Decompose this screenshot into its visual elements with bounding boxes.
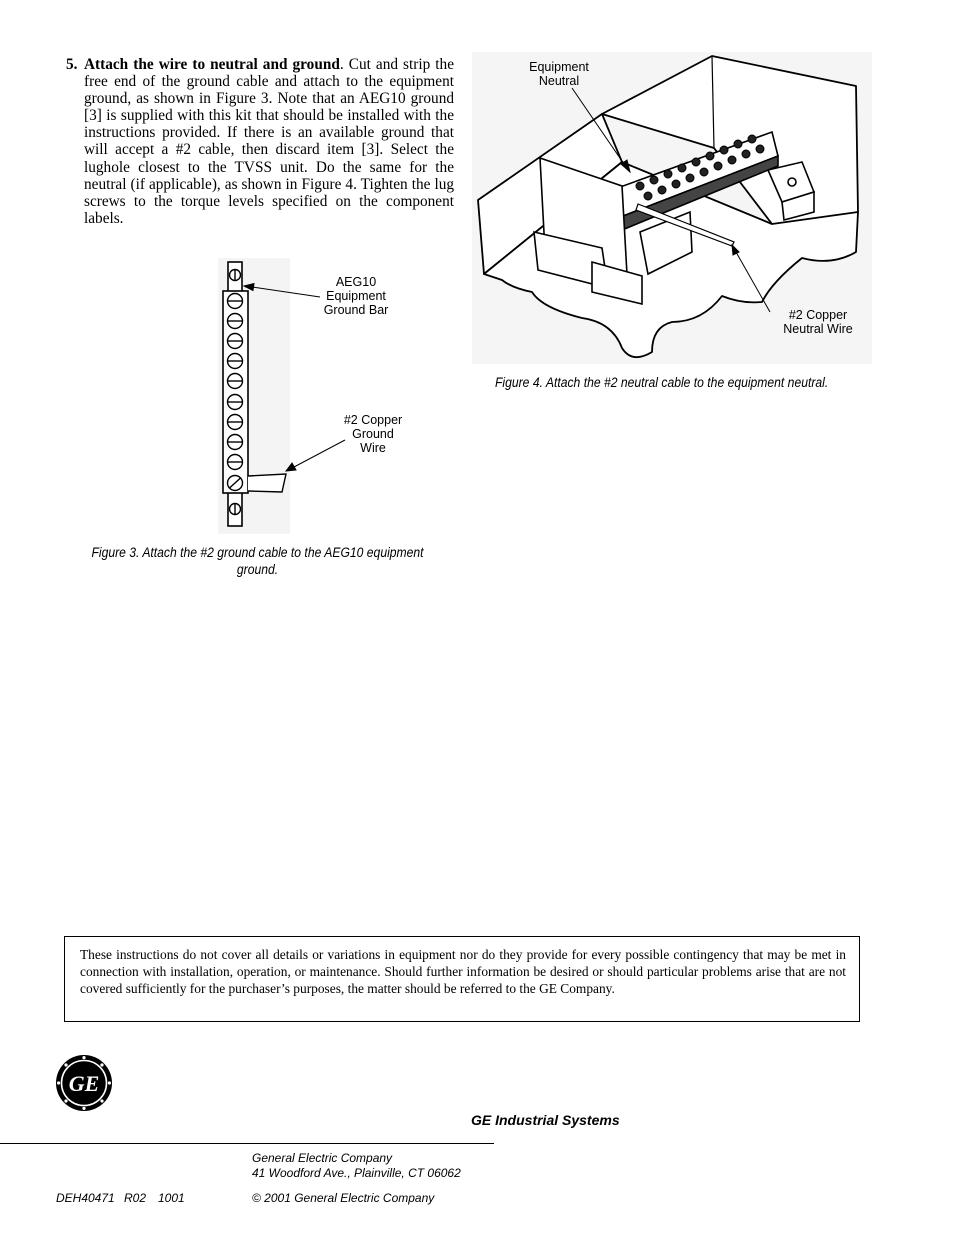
company-address: 41 Woodford Ave., Plainville, CT 06062 [252, 1166, 461, 1180]
copyright: © 2001 General Electric Company [252, 1191, 435, 1205]
footer-divider [0, 1143, 494, 1144]
label-line: #2 Copper [788, 308, 848, 322]
disclaimer-box [64, 936, 860, 1022]
doc-revision: R02 [124, 1191, 147, 1205]
brand-name: GE Industrial Systems [471, 1112, 620, 1128]
label-line: Equipment [326, 289, 386, 303]
figure4-label-wire [772, 308, 864, 336]
instruction-step-5 [66, 56, 454, 227]
figure3-caption [82, 544, 433, 578]
caption-line: ground. [236, 562, 279, 577]
label-line: Ground [352, 427, 394, 441]
step-number: 5. [66, 56, 78, 73]
label-line: Equipment [529, 60, 589, 74]
doc-id: DEH40471 [56, 1191, 115, 1205]
figure3-label-wire [328, 413, 418, 455]
caption-line: Figure 3. Attach the #2 ground cable to the AEG10 equipment [91, 545, 424, 560]
step-text: . Cut and strip the free end of the ground cable and attach to the equipment ground, as shown in Figure 3. Note that an AEG10 ground [3] is supplied with this kit that should be installed with the instructions provided. If there is an available ground that will accept a #2 cable, then discard item [3]. Select the lughole closest to the TVSS unit. Do the same for the neutral (if applicable), as shown in Figure 4. Tighten the lug screws to the torque levels specified on the component labels. [84, 56, 454, 227]
label-line: Wire [360, 441, 386, 455]
figure4-label-neutral [514, 60, 604, 88]
label-line: Ground Bar [323, 303, 389, 317]
label-line: Neutral Wire [783, 322, 853, 336]
disclaimer-text: These instructions do not cover all details or variations in equipment nor do they provide for every possible contingency that may be met in connection with installation, operation, or maintenance. Should further information be desired or should particular problems arise that are not covered sufficiently for the purchaser’s purposes, the matter should be referred to the GE Company. [80, 947, 846, 996]
company-name: General Electric Company [252, 1151, 393, 1165]
label-line: #2 Copper [343, 413, 403, 427]
label-line: Neutral [538, 74, 580, 88]
step-lead: Attach the wire to neutral and ground [84, 56, 340, 73]
figure4-caption: Figure 4. Attach the #2 neutral cable to the equipment neutral. [495, 375, 829, 390]
ge-logo-text: GE [68, 1071, 100, 1096]
label-line: AEG10 [335, 275, 377, 289]
ge-logo-icon [55, 1054, 113, 1112]
doc-date-code: 1001 [158, 1191, 185, 1205]
figure3-label-ground-bar [306, 275, 406, 317]
step-body [84, 56, 454, 227]
